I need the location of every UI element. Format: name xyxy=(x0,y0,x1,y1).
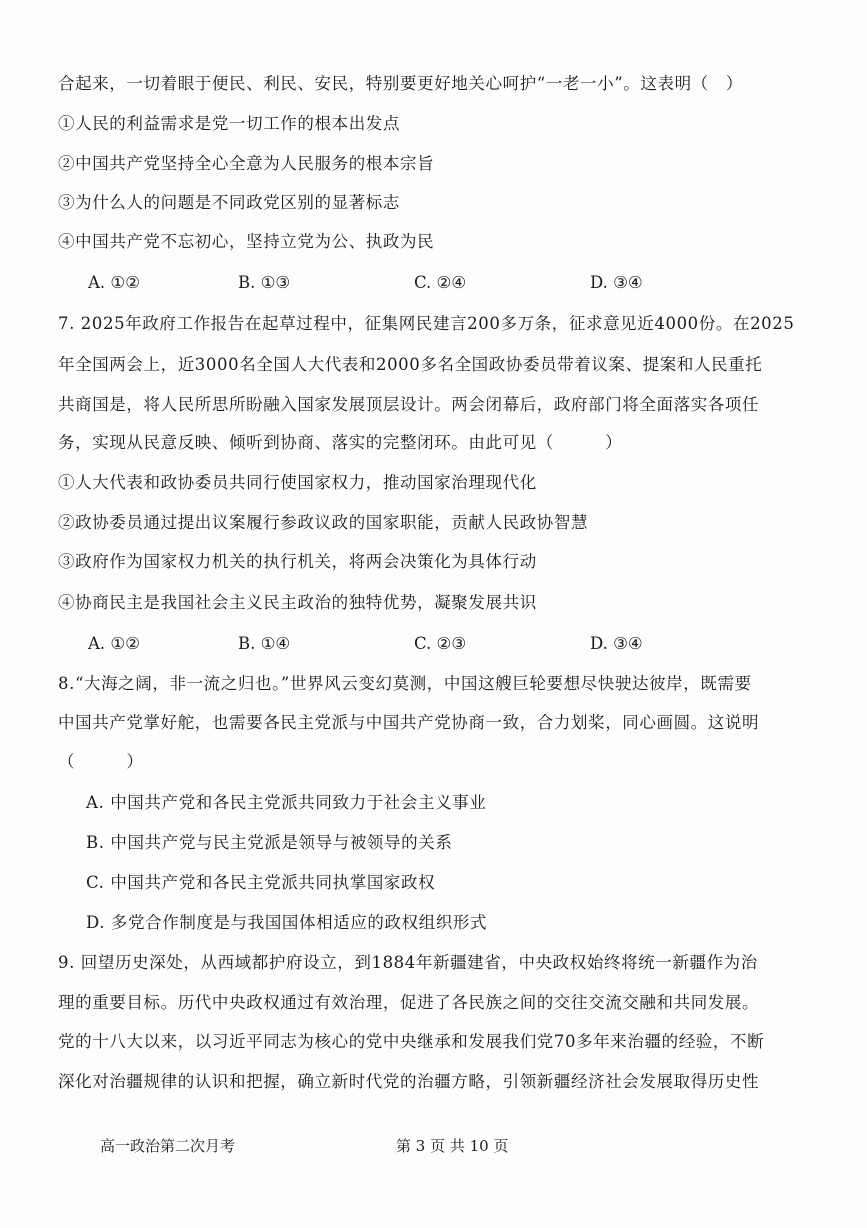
q6-statement-1: ①人民的利益需求是党一切工作的根本出发点 xyxy=(58,114,400,133)
q8-option-d: D. 多党合作制度是与我国国体相适应的政权组织形式 xyxy=(86,913,488,932)
q6-statement-2: ②中国共产党坚持全心全意为人民服务的根本宗旨 xyxy=(58,154,435,173)
q7-statement-3: ③政府作为国家权力机关的执行机关，将两会决策化为具体行动 xyxy=(58,552,537,571)
q8-stem-line-2: 中国共产党掌好舵，也需要各民主党派与中国共产党协商一致，合力划桨，同心画圆。这说明 xyxy=(58,713,760,732)
q7-statement-1: ①人大代表和政协委员共同行使国家权力，推动国家治理现代化 xyxy=(58,473,537,492)
q7-statement-2: ②政协委员通过提出议案履行参政议政的国家职能，贡献人民政协智慧 xyxy=(58,513,589,532)
q8-option-b: B. 中国共产党与民主党派是领导与被领导的关系 xyxy=(86,833,453,852)
q7-stem-line-3: 共商国是，将人民所思所盼融入国家发展顶层设计。两会闭幕后，政府部门将全面落实各项任 xyxy=(58,395,760,414)
q6-stem-tail: 合起来，一切着眼于便民、利民、安民，特别要更好地关心呵护“一老一小”。这表明（ ） xyxy=(58,74,743,93)
q8-stem-line-1: 8.“大海之阔，非一流之归也。”世界风云变幻莫测，中国这艘巨轮要想尽快驶达彼岸，既需要 xyxy=(58,674,752,693)
q7-option-d: D. ③④ xyxy=(590,634,643,653)
footer-page-number: 第 3 页 共 10 页 xyxy=(396,1137,509,1155)
q9-stem-line-2: 理的重要目标。历代中央政权通过有效治理，促进了各民族之间的交往交流交融和共同发展。 xyxy=(58,993,760,1012)
q7-stem-line-2: 年全国两会上，近3000名全国人大代表和2000多名全国政协委员带着议案、提案和人民重托 xyxy=(58,355,763,374)
q6-statement-4: ④中国共产党不忘初心，坚持立党为公、执政为民 xyxy=(58,232,435,251)
q7-stem-line-4: 务，实现从民意反映、倾听到协商、落实的完整闭环。由此可见（ ） xyxy=(58,433,623,452)
q7-option-b: B. ①④ xyxy=(238,634,291,653)
q6-option-c: C. ②④ xyxy=(414,273,467,292)
q9-stem-line-4: 深化对治疆规律的认识和把握，确立新时代党的治疆方略，引领新疆经济社会发展取得历史性 xyxy=(58,1072,760,1091)
q8-option-a: A. 中国共产党和各民主党派共同致力于社会主义事业 xyxy=(86,793,487,812)
q7-option-a: A. ①② xyxy=(88,634,140,653)
q6-statement-3: ③为什么人的问题是不同政党区别的显著标志 xyxy=(58,193,400,212)
q8-answer-blank: （ ） xyxy=(58,752,144,771)
q6-option-a: A. ①② xyxy=(88,273,140,292)
q7-statement-4: ④协商民主是我国社会主义民主政治的独特优势，凝聚发展共识 xyxy=(58,593,537,612)
q9-stem-line-3: 党的十八大以来，以习近平同志为核心的党中央继承和发展我们党70多年来治疆的经验，不断 xyxy=(58,1032,765,1051)
q8-option-c: C. 中国共产党和各民主党派共同执掌国家政权 xyxy=(86,873,436,892)
q6-option-d: D. ③④ xyxy=(590,273,643,292)
q9-stem-line-1: 9. 回望历史深处，从西域都护府设立，到1884年新疆建省，中央政权始终将统一新疆作为治 xyxy=(58,953,758,972)
q6-option-b: B. ①③ xyxy=(238,273,291,292)
footer-exam-title: 高一政治第二次月考 xyxy=(100,1137,236,1155)
q7-stem-line-1: 7. 2025年政府工作报告在起草过程中，征集网民建言200多万条，征求意见近4000份。在2025 xyxy=(58,314,795,333)
q7-option-c: C. ②③ xyxy=(414,634,467,653)
